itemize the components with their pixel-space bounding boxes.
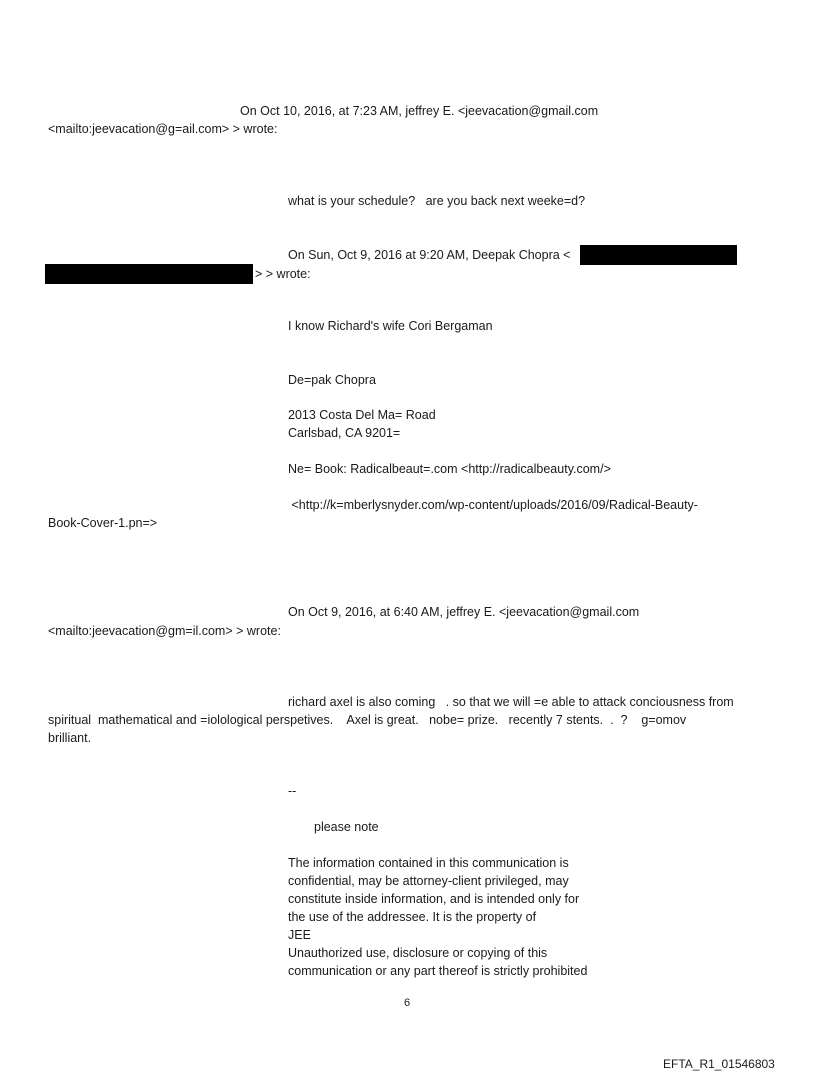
chopra-header-line-1: On Sun, Oct 9, 2016 at 9:20 AM, Deepak Chopra < [288,248,571,262]
reply-schedule-text: what is your schedule? are you back next weeke=d? [288,194,586,208]
disclaimer-line: the use of the addressee. It is the property of [288,910,537,924]
page-number: 6 [404,997,411,1009]
book-link-line: Ne= Book: Radicalbeaut=.com <http://radicalbeauty.com/> [288,462,611,476]
chopra-header-line-2: > > wrote: [255,267,311,281]
epstein-message-line-1: richard axel is also coming . so that we will =e able to attack conciousness from [288,695,734,709]
chopra-message-body: I know Richard's wife Cori Bergaman [288,319,493,333]
disclaimer-line: Unauthorized use, disclosure or copying of this [288,946,548,960]
address-line-2: Carlsbad, CA 9201= [288,426,401,440]
signature-separator: -- [288,784,297,798]
epstein-message-line-2: spiritual mathematical and =iolological perspetives. Axel is great. nobe= prize. recently 7 stents. . ? g=omov [48,713,687,727]
redaction-box [580,245,737,265]
epstein-header-line-2: <mailto:jeevacation@gm=il.com> > wrote: [48,624,281,638]
disclaimer-line: The information contained in this communication is [288,856,569,870]
disclaimer-line: constitute inside information, and is intended only for [288,892,580,906]
address-line-1: 2013 Costa Del Ma= Road [288,408,436,422]
please-note-text: please note [314,820,379,834]
header-line-2: <mailto:jeevacation@g=ail.com> > wrote: [48,122,278,136]
disclaimer-line: confidential, may be attorney-client privileged, may [288,874,569,888]
redaction-box [45,264,253,284]
signature-name: De=pak Chopra [288,373,376,387]
image-link-line-1: <http://k=mberlysnyder.com/wp-content/uploads/2016/09/Radical-Beauty- [288,498,698,512]
image-link-line-2: Book-Cover-1.pn=> [48,516,158,530]
header-line-1: On Oct 10, 2016, at 7:23 AM, jeffrey E. <jeevacation@gmail.com [240,104,599,118]
disclaimer-line: JEE [288,928,311,942]
document-id: EFTA_R1_01546803 [663,1057,775,1071]
epstein-message-line-3: brilliant. [48,731,92,745]
epstein-header-line-1: On Oct 9, 2016, at 6:40 AM, jeffrey E. <jeevacation@gmail.com [288,605,640,619]
disclaimer-line: communication or any part thereof is strictly prohibited [288,964,588,978]
